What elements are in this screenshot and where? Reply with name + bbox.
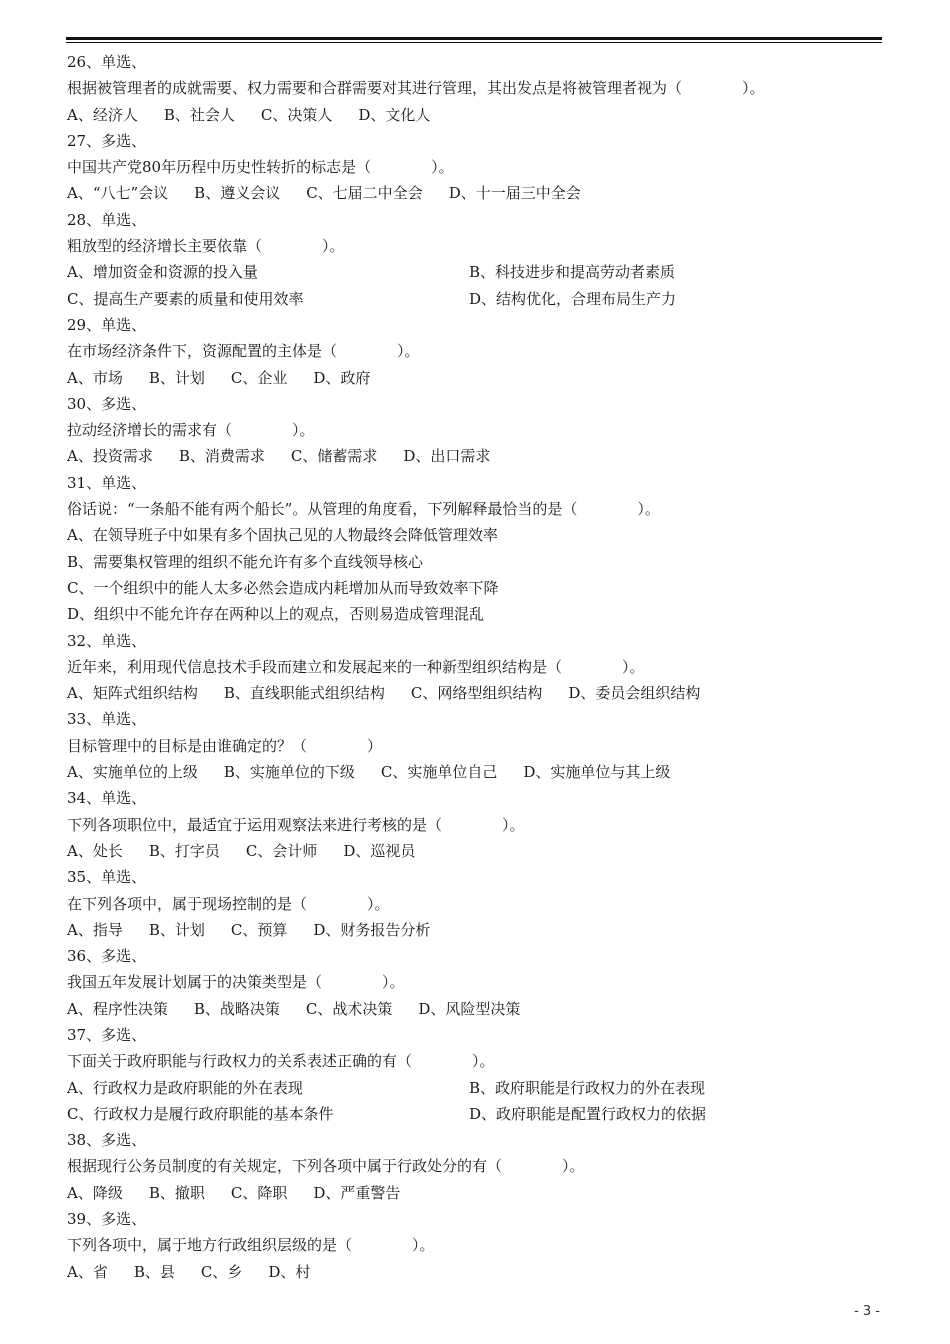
question-header: 30、多选、 — [67, 394, 147, 413]
question-stem: 下面关于政府职能与行政权力的关系表述正确的有（ ）。 — [67, 1052, 495, 1071]
option-row — [67, 759, 882, 785]
question-header: 37、多选、 — [67, 1025, 147, 1044]
option-row — [67, 917, 882, 943]
answer-option: C、提高生产要素的质量和使用效率 — [67, 289, 304, 308]
answer-option: A、矩阵式组织结构 — [67, 684, 198, 703]
question-stem: 在下列各项中，属于现场控制的是（ ）。 — [67, 894, 390, 913]
question-stem: 粗放型的经济增长主要依靠（ ）。 — [67, 237, 345, 256]
answer-option: C、战术决策 — [305, 999, 393, 1018]
header-rule-thin — [66, 42, 882, 43]
answer-option: B、计划 — [148, 368, 205, 387]
answer-option: B、直线职能式组织结构 — [223, 684, 385, 703]
question-list — [67, 49, 882, 1285]
answer-option: B、实施单位的下级 — [223, 763, 355, 782]
answer-option: D、结构优化，合理布局生产力 — [469, 289, 677, 308]
answer-option: B、遵义会议 — [194, 184, 281, 203]
answer-option: C、实施单位自己 — [380, 763, 498, 782]
answer-option: A、降级 — [67, 1183, 123, 1202]
answer-option: C、网络型组织结构 — [410, 684, 543, 703]
answer-option: D、委员会组织结构 — [568, 684, 701, 703]
answer-option: D、风险型决策 — [418, 999, 521, 1018]
header-rule-thick — [66, 37, 882, 40]
answer-option: A、增加资金和资源的投入量 — [67, 263, 258, 282]
option-row — [67, 575, 882, 601]
question-header: 39、多选、 — [67, 1210, 147, 1229]
answer-option: A、处长 — [67, 841, 123, 860]
answer-option: A、程序性决策 — [67, 999, 168, 1018]
question-header: 31、单选、 — [67, 473, 147, 492]
option-row — [67, 180, 882, 206]
question-header: 26、单选、 — [67, 53, 147, 71]
question-header: 27、多选、 — [67, 131, 147, 150]
question-stem: 近年来，利用现代信息技术手段而建立和发展起来的一种新型组织结构是（ ）。 — [67, 657, 645, 676]
answer-option: C、决策人 — [260, 105, 333, 124]
answer-option: C、降职 — [230, 1183, 288, 1202]
answer-option: C、行政权力是履行政府职能的基本条件 — [67, 1104, 334, 1123]
option-row — [67, 522, 882, 548]
option-row — [67, 680, 882, 706]
answer-option: A、投资需求 — [67, 447, 153, 466]
answer-option: B、撤职 — [148, 1183, 205, 1202]
question-stem: 拉动经济增长的需求有（ ）。 — [67, 421, 315, 440]
answer-option: A、在领导班子中如果有多个固执己见的人物最终会降低管理效率 — [67, 526, 498, 545]
option-row — [67, 102, 882, 128]
option-row — [67, 996, 882, 1022]
question-header: 29、单选、 — [67, 315, 147, 334]
option-row — [67, 443, 882, 469]
answer-option: D、文化人 — [358, 105, 431, 124]
question-stem: 根据被管理者的成就需要、权力需要和合群需要对其进行管理，其出发点是将被管理者视为（ ）。 — [67, 79, 765, 98]
question-header: 36、多选、 — [67, 947, 147, 966]
answer-option: A、实施单位的上级 — [67, 763, 198, 782]
question-header: 38、多选、 — [67, 1131, 147, 1150]
question-header: 33、单选、 — [67, 710, 147, 729]
answer-option: D、政府 — [313, 368, 371, 387]
answer-option: A、指导 — [67, 920, 123, 939]
question-header: 32、单选、 — [67, 631, 147, 650]
question-stem: 中国共产党80年历程中历史性转折的标志是（ ）。 — [67, 158, 454, 177]
option-row — [67, 1101, 882, 1127]
answer-option: D、出口需求 — [403, 447, 491, 466]
answer-option: D、财务报告分析 — [313, 920, 431, 939]
answer-option: C、乡 — [200, 1262, 243, 1281]
answer-option: C、七届二中全会 — [306, 184, 423, 203]
option-row — [67, 549, 882, 575]
question-stem: 根据现行公务员制度的有关规定，下列各项中属于行政处分的有（ ）。 — [67, 1157, 585, 1176]
answer-option: B、政府职能是行政权力的外在表现 — [469, 1078, 706, 1097]
answer-option: B、县 — [133, 1262, 175, 1281]
answer-option: B、科技进步和提高劳动者素质 — [469, 263, 676, 282]
answer-option: D、严重警告 — [313, 1183, 401, 1202]
option-row — [67, 1259, 882, 1285]
question-stem: 目标管理中的目标是由谁确定的？（ ） — [67, 736, 383, 755]
option-row — [67, 259, 882, 285]
answer-option: B、计划 — [148, 920, 205, 939]
question-stem: 我国五年发展计划属于的决策类型是（ ）。 — [67, 973, 405, 992]
option-row — [67, 601, 882, 627]
question-header: 28、单选、 — [67, 210, 147, 229]
question-header: 34、单选、 — [67, 789, 147, 808]
answer-option: A、行政权力是政府职能的外在表现 — [67, 1078, 303, 1097]
answer-option: A、省 — [67, 1262, 108, 1281]
question-stem: 在市场经济条件下，资源配置的主体是（ ）。 — [67, 342, 420, 361]
answer-option: D、巡视员 — [343, 841, 416, 860]
option-row — [67, 365, 882, 391]
answer-option: B、打字员 — [148, 841, 220, 860]
answer-option: C、会计师 — [245, 841, 318, 860]
answer-option: A、市场 — [67, 368, 123, 387]
answer-option: A、经济人 — [67, 105, 138, 124]
answer-option: B、社会人 — [163, 105, 235, 124]
answer-option: C、储蓄需求 — [290, 447, 378, 466]
answer-option: B、消费需求 — [178, 447, 265, 466]
page-number: - 3 - — [854, 1304, 880, 1319]
answer-option: D、村 — [268, 1262, 311, 1281]
answer-option: B、需要集权管理的组织不能允许有多个直线领导核心 — [67, 552, 424, 571]
question-stem: 俗话说：“一条船不能有两个船长”。从管理的角度看，下列解释最恰当的是（ ）。 — [67, 500, 660, 519]
answer-option: D、十一届三中全会 — [448, 184, 581, 203]
answer-option: D、组织中不能允许存在两种以上的观点，否则易造成管理混乱 — [67, 605, 485, 624]
question-stem: 下列各项职位中，最适宜于运用观察法来进行考核的是（ ）。 — [67, 815, 525, 834]
answer-option: B、战略决策 — [193, 999, 280, 1018]
answer-option: D、实施单位与其上级 — [523, 763, 671, 782]
question-header: 35、单选、 — [67, 868, 147, 887]
option-row — [67, 1180, 882, 1206]
option-row — [67, 1075, 882, 1101]
answer-option: C、企业 — [230, 368, 288, 387]
question-stem: 下列各项中，属于地方行政组织层级的是（ ）。 — [67, 1236, 435, 1255]
answer-option: A、“八七”会议 — [67, 184, 169, 203]
answer-option: C、预算 — [230, 920, 288, 939]
answer-option: C、一个组织中的能人太多必然会造成内耗增加从而导致效率下降 — [67, 578, 499, 597]
option-row — [67, 838, 882, 864]
option-row — [67, 286, 882, 312]
answer-option: D、政府职能是配置行政权力的依据 — [469, 1104, 707, 1123]
